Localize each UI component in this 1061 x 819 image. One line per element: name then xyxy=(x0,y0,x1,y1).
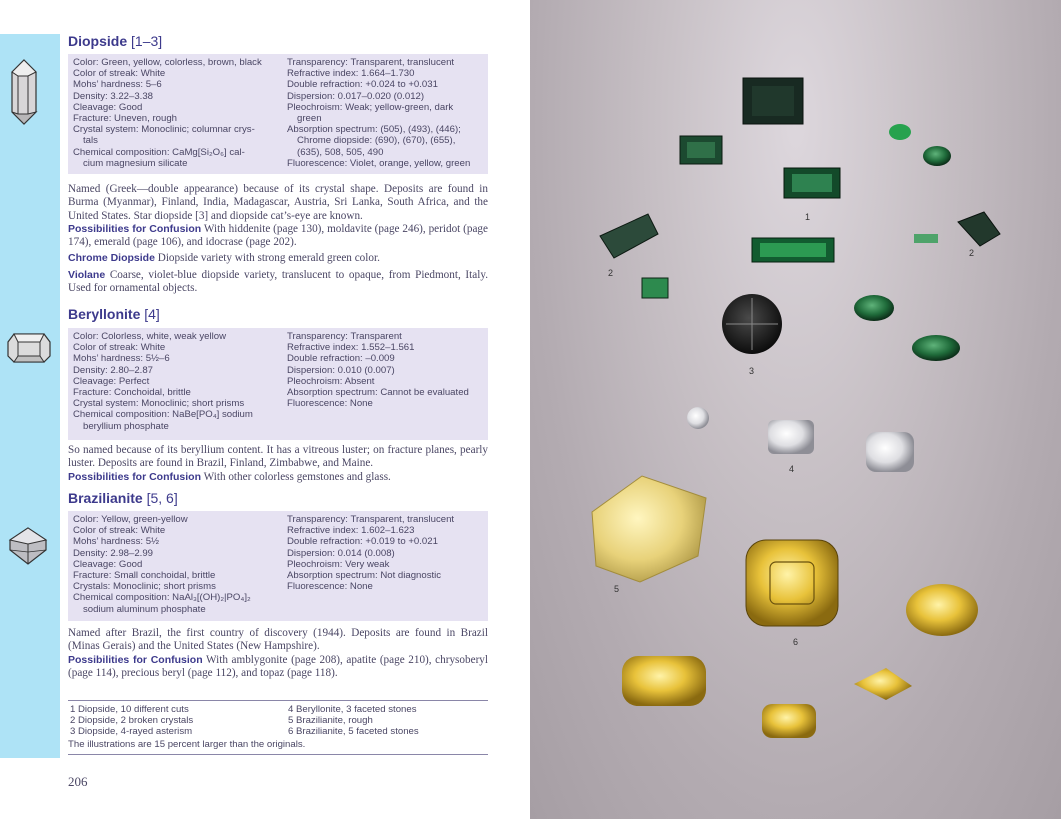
property-row: Chemical composition: NaAl₃[(OH)₂|PO₄]₂ xyxy=(73,592,251,604)
page-number: 206 xyxy=(68,774,88,789)
description-paragraph xyxy=(68,183,488,223)
property-row: Mohs’ hardness: 5–6 xyxy=(73,79,162,91)
properties-left-column xyxy=(73,331,283,432)
property-row: Transparency: Transparent xyxy=(287,331,402,342)
property-row: Mohs’ hardness: 5½ xyxy=(73,536,160,548)
properties-left-column xyxy=(73,57,283,169)
paragraph-text: Diopside variety with strong emerald green color. xyxy=(157,252,380,265)
property-row: Refractive index: 1.664–1.730 xyxy=(287,68,415,80)
properties-right-column xyxy=(287,57,485,169)
property-row: Color: Green, yellow, colorless, brown, black xyxy=(73,57,262,68)
photo-label: 5 xyxy=(614,584,620,594)
paragraph-text: With amblygonite (page 208), apatite (page 210), chrysoberyl (page 114), precious beryl (page 112), and topaz (page 118). xyxy=(68,653,488,679)
property-row: Color: Colorless, white, weak yellow xyxy=(73,331,227,342)
properties-left-column xyxy=(73,514,283,615)
properties-right-column xyxy=(287,514,485,592)
photo-label: 4 xyxy=(789,464,795,474)
paragraph-lead: Possibilities for Confusion xyxy=(68,470,202,483)
property-row: Double refraction: +0.019 to +0.021 xyxy=(287,536,438,548)
property-row: Pleochroism: Very weak xyxy=(287,558,390,570)
section-title-diopside: Diopside [1–3] xyxy=(68,33,163,49)
property-row: Mohs’ hardness: 5½–6 xyxy=(73,353,170,365)
paragraph-text: Coarse, violet-blue diopside variety, translucent to opaque, from Piedmont, Italy. Used for ornamental objects. xyxy=(68,268,489,295)
property-row: Dispersion: 0.017–0.020 (0.012) xyxy=(287,90,425,102)
property-row: Transparency: Transparent, translucent xyxy=(287,57,455,68)
property-row: Absorption spectrum: Not diagnostic xyxy=(287,570,442,582)
property-row: Color of streak: White xyxy=(73,342,166,354)
beryllonite-crystal-icon xyxy=(6,330,52,366)
property-row: Cleavage: Perfect xyxy=(73,375,150,387)
property-row: beryllium phosphate xyxy=(83,420,169,432)
property-row: cium magnesium silicate xyxy=(83,157,188,169)
property-row: Fluorescence: Violet, orange, yellow, green xyxy=(287,157,471,169)
photo-label: 3 xyxy=(749,366,755,376)
property-row: Density: 3.22–3.38 xyxy=(73,90,154,102)
property-row: Chemical composition: CaMg[Si₂O₆] cal- xyxy=(73,146,245,158)
photo-label: 6 xyxy=(793,637,799,647)
property-row: Fluorescence: None xyxy=(287,581,373,593)
property-row: Transparency: Transparent, translucent xyxy=(287,514,455,525)
property-row: Fracture: Uneven, rough xyxy=(73,113,177,125)
properties-box-brazilianite xyxy=(68,511,488,621)
description-paragraph xyxy=(68,627,488,654)
property-row: Dispersion: 0.010 (0.007) xyxy=(287,364,395,376)
paragraph-lead: Possibilities for Confusion xyxy=(68,222,202,235)
property-row: (635), 508, 505, 490 xyxy=(297,146,384,158)
gemstone-photo xyxy=(530,0,1061,819)
property-row: Fracture: Small conchoidal, brittle xyxy=(73,570,216,582)
description-paragraph xyxy=(68,269,488,296)
property-row: Crystals: Monoclinic; short prisms xyxy=(73,581,216,593)
description-brazilianite xyxy=(68,627,488,680)
paragraph-text: So named because of its beryllium content. It has a vitreous luster; on fracture planes, pearly luster. Deposits are found in Brazil, Finland, Zimbabwe, and Maine. xyxy=(68,444,488,470)
description-paragraph xyxy=(68,444,488,471)
property-row: Pleochroism: Absent xyxy=(287,375,375,387)
property-row: Density: 2.80–2.87 xyxy=(73,364,154,376)
section-title-beryllonite: Beryllonite [4] xyxy=(68,306,160,322)
property-row: Refractive index: 1.602–1.623 xyxy=(287,525,415,537)
property-row: Pleochroism: Weak; yellow-green, dark xyxy=(287,101,454,113)
properties-box-beryllonite xyxy=(68,328,488,440)
property-row: Color of streak: White xyxy=(73,68,166,80)
property-row: Chemical composition: NaBe[PO₄] sodium xyxy=(73,409,253,421)
caption-item: 6 Brazilianite, 5 faceted stones xyxy=(288,726,419,737)
caption-item: 2 Diopside, 2 broken crystals xyxy=(70,715,194,726)
property-row: green xyxy=(297,113,322,125)
paragraph-text: Named after Brazil, the first country of discovery (1944). Deposits are found in Brazil (Minas Gerais) and the United States (New Hampshire). xyxy=(68,627,488,653)
property-row: Cleavage: Good xyxy=(73,558,143,570)
description-paragraph xyxy=(68,252,488,265)
paragraph-text: With other colorless gemstones and glass. xyxy=(203,470,391,483)
property-row: Chrome diopside: (690), (670), (655), xyxy=(297,135,456,147)
property-row: Crystal system: Monoclinic; short prisms xyxy=(73,398,245,410)
caption-item: 4 Beryllonite, 3 faceted stones xyxy=(288,704,417,715)
side-color-band xyxy=(0,34,60,758)
paragraph-lead: Chrome Diopside xyxy=(68,252,155,265)
photo-label: 2 xyxy=(608,268,614,278)
description-beryllonite xyxy=(68,444,488,484)
caption-item: 5 Brazilianite, rough xyxy=(288,715,373,726)
property-row: sodium aluminum phosphate xyxy=(83,603,206,615)
property-row: Color of streak: White xyxy=(73,525,166,537)
book-page-left xyxy=(0,0,530,819)
paragraph-lead: Possibilities for Confusion xyxy=(68,653,203,666)
gemstones-illustration xyxy=(530,0,1061,819)
property-row: tals xyxy=(83,135,98,147)
property-row: Absorption spectrum: (505), (493), (446); xyxy=(287,124,461,136)
paragraph-text: Named (Greek—double appearance) because of its crystal shape. Deposits are found in Burma (Myanmar), Finland, India, Madagascar, Austria, Sri Lanka, South Africa, and the United States. Star diopside [3] and diopside cat’s-eye are known. xyxy=(68,183,488,222)
property-row: Double refraction: –0.009 xyxy=(287,353,395,365)
property-row: Density: 2.98–2.99 xyxy=(73,547,154,559)
property-row: Cleavage: Good xyxy=(73,101,143,113)
property-row: Dispersion: 0.014 (0.008) xyxy=(287,547,395,559)
photo-label: 2 xyxy=(969,248,975,258)
description-paragraph xyxy=(68,471,488,484)
figure-captions xyxy=(68,700,488,755)
paragraph-text: With hiddenite (page 130), moldavite (page 246), peridot (page 174), emerald (page 106), and idocrase (page 202). xyxy=(68,222,488,249)
property-row: Color: Yellow, green-yellow xyxy=(73,514,188,525)
property-row: Crystal system: Monoclinic; columnar crys- xyxy=(73,124,255,136)
section-title-brazilianite: Brazilianite [5, 6] xyxy=(68,490,178,506)
properties-right-column xyxy=(287,331,485,409)
property-row: Refractive index: 1.552–1.561 xyxy=(287,342,415,354)
photo-label: 1 xyxy=(805,212,811,222)
property-row: Fluorescence: None xyxy=(287,398,373,410)
property-row: Fracture: Conchoidal, brittle xyxy=(73,387,191,399)
property-row: Double refraction: +0.024 to +0.031 xyxy=(287,79,438,91)
description-diopside xyxy=(68,183,488,295)
brazilianite-crystal-icon xyxy=(6,526,50,566)
caption-item: 3 Diopside, 4-rayed asterism xyxy=(70,726,193,737)
caption-note: The illustrations are 15 percent larger than the originals. xyxy=(68,739,306,750)
diopside-crystal-icon xyxy=(6,58,42,126)
paragraph-lead: Violane xyxy=(68,268,106,281)
properties-box-diopside xyxy=(68,54,488,174)
property-row: Absorption spectrum: Cannot be evaluated xyxy=(287,387,469,399)
caption-item: 1 Diopside, 10 different cuts xyxy=(70,704,189,715)
description-paragraph xyxy=(68,223,488,250)
description-paragraph xyxy=(68,654,488,681)
